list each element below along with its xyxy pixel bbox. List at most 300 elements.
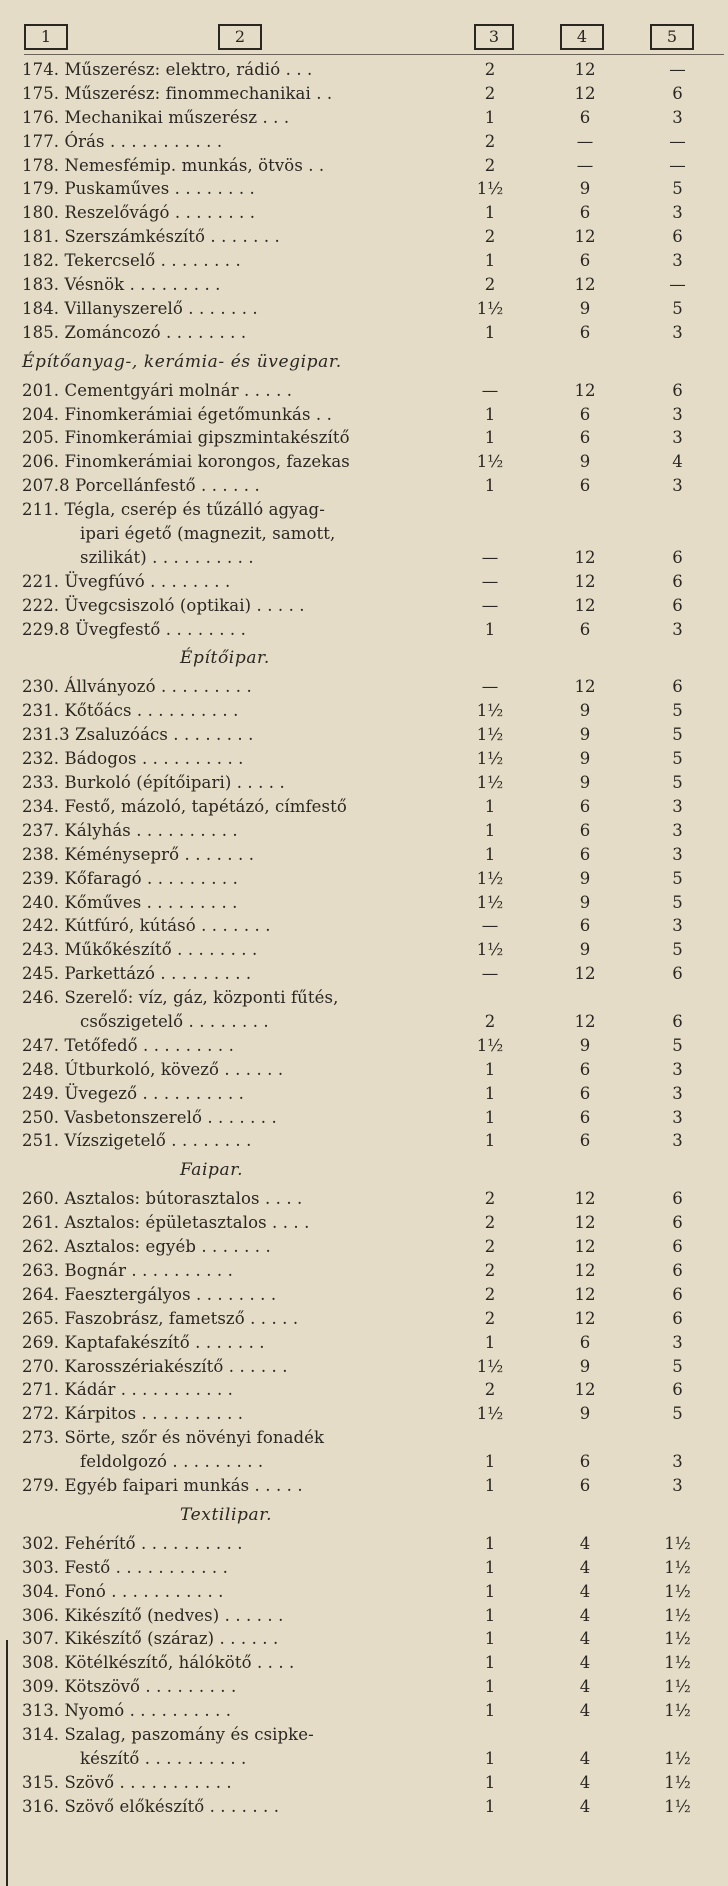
occupation-label: 304. Fonó . . . . . . . . . . . [22,1581,224,1601]
col4-value: 12 [574,275,596,295]
table-row [0,58,728,82]
col4-value: 6 [579,476,591,496]
col4-value: 6 [579,251,591,271]
table-row [0,106,728,130]
col5-value: 1½ [664,1677,691,1697]
col4-value: 12 [574,1189,596,1209]
col5-value: 1½ [664,1653,691,1673]
col5-value: 6 [672,571,683,591]
col3-value: 1 [484,1677,496,1697]
occupation-label: 260. Asztalos: bútorasztalos . . . . [22,1189,303,1209]
col3-value: 1½ [476,773,504,793]
occupation-label: 251. Vízszigetelő . . . . . . . . [22,1131,252,1151]
col3-value: 1 [484,1581,496,1601]
col3-value: 2 [484,1237,496,1257]
table-row [0,1474,728,1498]
occupation-label: 231. Kőtőács . . . . . . . . . . [22,701,239,721]
occupation-label: 263. Bognár . . . . . . . . . . [22,1260,233,1280]
column-header-5: 5 [650,24,694,50]
table-row [0,1355,728,1379]
col3-value: 1½ [476,940,504,960]
col5-value: 6 [672,547,683,567]
table-row [0,1699,728,1723]
table-row [0,675,728,699]
col3-value: — [481,380,499,400]
col4-value: 4 [579,1796,591,1816]
col3-value: 2 [484,83,496,103]
table-row [0,699,728,723]
col3-value: 1½ [476,1035,504,1055]
col4-value: 6 [579,428,591,448]
occupation-label: 270. Karosszériakészítő . . . . . . [22,1356,288,1376]
occupation-label: 243. Műkőkészítő . . . . . . . . [22,940,258,960]
col4-value: 4 [579,1701,591,1721]
table-row [0,771,728,795]
table-row [0,403,728,427]
col4-value: — [576,155,594,175]
col5-value: 3 [672,428,683,448]
occupation-label: 279. Egyéb faipari munkás . . . . . [22,1475,303,1495]
column-header-row [0,24,728,50]
occupation-label: 271. Kádár . . . . . . . . . . . [22,1380,234,1400]
occupation-label: 237. Kályhás . . . . . . . . . . [22,820,238,840]
occupation-label: 308. Kötélkészítő, hálókötő . . . . [22,1653,295,1673]
col4-value: 6 [579,844,591,864]
col5-value: 5 [672,179,683,199]
col3-value: 1 [484,428,496,448]
column-header-2: 2 [218,24,262,50]
occupation-label: 265. Faszobrász, fametsző . . . . . [22,1308,299,1328]
table-row [0,1034,728,1058]
table-row [0,82,728,106]
table-row [0,201,728,225]
col4-value: 4 [579,1629,591,1649]
table-row [0,938,728,962]
col3-value: 1 [484,844,496,864]
col4-value: 6 [579,203,591,223]
table-row [0,379,728,403]
col5-value: 3 [672,796,683,816]
col3-value: 2 [484,1011,496,1031]
table-row [0,1651,728,1675]
col3-value: 1 [484,1701,496,1721]
col3-value: — [481,916,499,936]
col3-value: — [481,571,499,591]
table-row [0,1259,728,1283]
table-row [0,723,728,747]
col4-value: 12 [574,1380,596,1400]
col5-value: 1½ [664,1748,691,1768]
col4-value: 9 [579,725,591,745]
col5-value: 1½ [664,1629,691,1649]
col3-value: 1 [484,1605,496,1625]
table-row [0,1532,728,1556]
col3-value: 1½ [476,298,504,318]
occupation-label: 177. Órás . . . . . . . . . . . [22,131,223,151]
occupation-label: 316. Szövő előkészítő . . . . . . . [22,1796,280,1816]
col4-value: 9 [579,701,591,721]
col4-value: 12 [574,1284,596,1304]
col5-value: 1½ [664,1772,691,1792]
col3-value: 1 [484,251,496,271]
table-row [0,570,728,594]
col5-value: 5 [672,1404,683,1424]
col5-value: 1½ [664,1557,691,1577]
col5-value: 3 [672,1107,683,1127]
occupation-label: 174. Műszerész: elektro, rádió . . . [22,60,313,79]
col4-value: 4 [579,1533,591,1553]
col4-value: 12 [574,380,596,400]
col3-value: — [481,595,499,615]
occupation-label: 222. Üvegcsiszoló (optikai) . . . . . [22,595,305,615]
col4-value: 6 [579,1083,591,1103]
col3-value: 2 [484,227,496,247]
section-heading-text: Textilipar. [180,1504,273,1525]
col3-value: 2 [484,155,496,175]
col5-value: 6 [672,83,683,103]
col4-value: 4 [579,1653,591,1673]
col3-value: 2 [484,1189,496,1209]
col4-value: 6 [579,619,591,639]
col3-value: 1 [484,1772,496,1792]
occupation-label: 206. Finomkerámiai korongos, fazekas [22,452,350,472]
table-row [0,843,728,867]
col5-value: 3 [672,916,683,936]
table-row [0,819,728,843]
occupation-label: 185. Zománcozó . . . . . . . . [22,322,247,342]
occupation-label: 176. Mechanikai műszerész . . . [22,107,290,127]
col5-value: 1½ [664,1701,691,1721]
table-row [0,1771,728,1795]
col4-value: 12 [574,1011,596,1031]
col3-value: 1 [484,1796,496,1816]
occupation-label: 175. Műszerész: finommechanikai . . [22,83,333,103]
table-row [0,1058,728,1082]
col5-value: 6 [672,1011,683,1031]
col5-value: 5 [672,298,683,318]
table-row [0,1795,728,1819]
col5-value: 4 [672,452,683,472]
col5-value: 5 [672,725,683,745]
table-row [0,450,728,474]
occupation-label: ipari égető (magnezit, samott, [80,524,336,544]
table-body [0,58,728,1819]
col4-value: 6 [579,322,591,342]
col4-value: 6 [579,1131,591,1151]
table-row [0,1426,728,1450]
table-row [0,914,728,938]
col4-value: 9 [579,749,591,769]
col3-value: 2 [484,1213,496,1233]
col4-value: 6 [579,1332,591,1352]
col3-value: 1½ [476,725,504,745]
col5-value: 3 [672,1475,683,1495]
occupation-label: készítő . . . . . . . . . . [80,1748,247,1768]
col3-value: — [481,964,499,984]
col4-value: 6 [579,107,591,127]
col4-value: 12 [574,964,596,984]
occupation-label: 232. Bádogos . . . . . . . . . . [22,749,244,769]
table-row [0,594,728,618]
col5-value: 5 [672,701,683,721]
occupation-label: 238. Kéményseprő . . . . . . . [22,844,255,864]
col4-value: 9 [579,1035,591,1055]
col3-value: — [481,547,499,567]
col3-value: 1 [484,1131,496,1151]
col3-value: 1 [484,1452,496,1472]
occupation-label: 182. Tekercselő . . . . . . . . [22,251,241,271]
col5-value: 3 [672,1083,683,1103]
col4-value: 12 [574,60,596,79]
col5-value: 3 [672,1332,683,1352]
table-row [0,1450,728,1474]
occupation-label: 231.3 Zsaluzóács . . . . . . . . [22,725,254,745]
col4-value: 12 [574,571,596,591]
col4-value: 12 [574,83,596,103]
occupation-label: 239. Kőfaragó . . . . . . . . . [22,868,238,888]
occupation-label: 307. Kikészítő (száraz) . . . . . . [22,1629,279,1649]
col4-value: 4 [579,1605,591,1625]
col5-value: 3 [672,820,683,840]
table-row [0,1106,728,1130]
col5-value: — [669,60,686,79]
col4-value: 6 [579,820,591,840]
col5-value: 5 [672,749,683,769]
col5-value: 1½ [664,1533,691,1553]
col5-value: 3 [672,1452,683,1472]
occupation-label: 247. Tetőfedő . . . . . . . . . [22,1035,234,1055]
col3-value: 2 [484,131,496,151]
col5-value: 3 [672,107,683,127]
col3-value: 1 [484,203,496,223]
col3-value: 2 [484,1260,496,1280]
col5-value: 6 [672,1213,683,1233]
table-row [0,498,728,522]
table-row [0,1235,728,1259]
occupation-label: 269. Kaptafakészítő . . . . . . . [22,1332,265,1352]
table-row [0,1402,728,1426]
occupation-label: 242. Kútfúró, kútásó . . . . . . . [22,916,271,936]
col4-value: 9 [579,868,591,888]
occupation-label: 179. Puskaműves . . . . . . . . [22,179,255,199]
col4-value: 9 [579,1356,591,1376]
col3-value: 1 [484,1653,496,1673]
col4-value: 6 [579,404,591,424]
col3-value: 2 [484,275,496,295]
column-header-3: 3 [474,24,514,50]
table-row [0,986,728,1010]
col4-value: 6 [579,916,591,936]
table-row [0,1129,728,1153]
table-row [0,297,728,321]
col3-value: 1 [484,1059,496,1079]
col4-value: 9 [579,298,591,318]
col4-value: 9 [579,1404,591,1424]
col4-value: 12 [574,1237,596,1257]
table-row [0,426,728,450]
section-heading [0,641,728,675]
col4-value: 4 [579,1677,591,1697]
col3-value: 1 [484,1748,496,1768]
col4-value: 6 [579,1059,591,1079]
col5-value: 1½ [664,1796,691,1816]
col4-value: 9 [579,940,591,960]
occupation-label: 221. Üvegfúvó . . . . . . . . [22,571,231,591]
occupation-label: 309. Kötszövő . . . . . . . . . [22,1677,237,1697]
col5-value: 1½ [664,1605,691,1625]
table-row [0,321,728,345]
table-row [0,1378,728,1402]
col3-value: 1 [484,404,496,424]
col3-value: 1½ [476,701,504,721]
occupation-label: 211. Tégla, cserép és tűzálló agyag- [22,500,325,520]
table-row [0,273,728,297]
col3-value: 1½ [476,1356,504,1376]
table-row [0,1604,728,1628]
col5-value: 1½ [664,1581,691,1601]
col3-value: — [481,677,499,697]
section-heading [0,1498,728,1532]
col4-value: 6 [579,1107,591,1127]
col4-value: — [576,131,594,151]
table-row [0,1010,728,1034]
table-row [0,1627,728,1651]
col5-value: 5 [672,868,683,888]
occupation-label: 245. Parkettázó . . . . . . . . . [22,964,252,984]
col5-value: 3 [672,322,683,342]
table-row [0,1187,728,1211]
col4-value: 12 [574,1213,596,1233]
col3-value: 1 [484,476,496,496]
occupation-label: 184. Villanyszerelő . . . . . . . [22,298,258,318]
occupation-label: 230. Állványozó . . . . . . . . . [22,677,252,697]
col3-value: 2 [484,1284,496,1304]
col5-value: 3 [672,404,683,424]
occupation-label: 272. Kárpitos . . . . . . . . . . [22,1404,244,1424]
col4-value: 12 [574,547,596,567]
col4-value: 4 [579,1748,591,1768]
table-row [0,130,728,154]
col4-value: 6 [579,796,591,816]
table-row [0,225,728,249]
col5-value: 6 [672,677,683,697]
col4-value: 12 [574,595,596,615]
col5-value: 3 [672,1059,683,1079]
occupation-label: 183. Vésnök . . . . . . . . . [22,275,221,295]
table-row [0,747,728,771]
col4-value: 4 [579,1557,591,1577]
col5-value: 5 [672,940,683,960]
occupation-label: 201. Cementgyári molnár . . . . . [22,380,293,400]
section-heading [0,345,728,379]
occupation-label: 234. Festő, mázoló, tapétázó, címfestő [22,796,347,816]
table-row [0,249,728,273]
occupation-label: szilikát) . . . . . . . . . . [80,547,254,567]
table-row [0,867,728,891]
column-header-4: 4 [560,24,604,50]
occupation-label: 240. Kőműves . . . . . . . . . [22,892,238,912]
col3-value: 2 [484,60,496,79]
col3-value: 1 [484,1083,496,1103]
occupation-label: 262. Asztalos: egyéb . . . . . . . [22,1237,271,1257]
col3-value: 2 [484,1308,496,1328]
col5-value: 6 [672,964,683,984]
col5-value: 3 [672,844,683,864]
col3-value: 1½ [476,892,504,912]
col4-value: 9 [579,452,591,472]
col3-value: 1½ [476,749,504,769]
col5-value: 6 [672,380,683,400]
table-row [0,154,728,178]
occupation-label: 207.8 Porcellánfestő . . . . . . [22,476,260,496]
col4-value: 6 [579,1475,591,1495]
occupation-label: 250. Vasbetonszerelő . . . . . . . [22,1107,277,1127]
occupation-label: 178. Nemesfémip. munkás, ötvös . . [22,155,325,175]
col3-value: 1 [484,619,496,639]
col4-value: 4 [579,1581,591,1601]
col3-value: 1 [484,1533,496,1553]
col4-value: 9 [579,179,591,199]
column-header-1: 1 [24,24,68,50]
occupation-label: 261. Asztalos: épületasztalos . . . . [22,1213,310,1233]
occupation-label: 313. Nyomó . . . . . . . . . . [22,1701,232,1721]
col4-value: 12 [574,227,596,247]
occupation-label: feldolgozó . . . . . . . . . [80,1452,264,1472]
col3-value: 1 [484,1629,496,1649]
col4-value: 6 [579,1452,591,1472]
section-heading-text: Építőanyag-, kerámia- és üvegipar. [22,351,342,372]
col3-value: 1½ [476,452,504,472]
col5-value: 6 [672,1189,683,1209]
occupation-label: 303. Festő . . . . . . . . . . . [22,1557,228,1577]
col3-value: 1 [484,1332,496,1352]
section-heading-text: Építőipar. [180,648,270,669]
occupation-label: 264. Faesztergályos . . . . . . . . [22,1284,277,1304]
col3-value: 1½ [476,868,504,888]
table-row [0,1723,728,1747]
col5-value: 6 [672,1380,683,1400]
col5-value: 6 [672,227,683,247]
table-row [0,1307,728,1331]
col3-value: 1 [484,1107,496,1127]
col3-value: 1 [484,796,496,816]
table-row [0,1082,728,1106]
col3-value: 1 [484,820,496,840]
col4-value: 12 [574,1260,596,1280]
occupation-label: 205. Finomkerámiai gipszmintakészítő [22,428,350,448]
table-row [0,474,728,498]
col4-value: 9 [579,773,591,793]
table-row [0,1675,728,1699]
occupation-label: 180. Reszelővágó . . . . . . . . [22,203,256,223]
left-margin-rule [6,1640,8,1886]
table-row [0,522,728,546]
col5-value: 5 [672,773,683,793]
col5-value: 6 [672,1308,683,1328]
col3-value: 2 [484,1380,496,1400]
occupation-label: 246. Szerelő: víz, gáz, központi fűtés, [22,988,339,1008]
col5-value: 3 [672,476,683,496]
occupation-label: 306. Kikészítő (nedves) . . . . . . [22,1605,284,1625]
col5-value: 5 [672,1035,683,1055]
table-row [0,546,728,570]
occupation-label: csőszigetelő . . . . . . . . [80,1011,269,1031]
table-row [0,618,728,642]
col5-value: — [669,155,686,175]
table-row [0,1283,728,1307]
col5-value: 5 [672,1356,683,1376]
header-divider [24,54,724,55]
